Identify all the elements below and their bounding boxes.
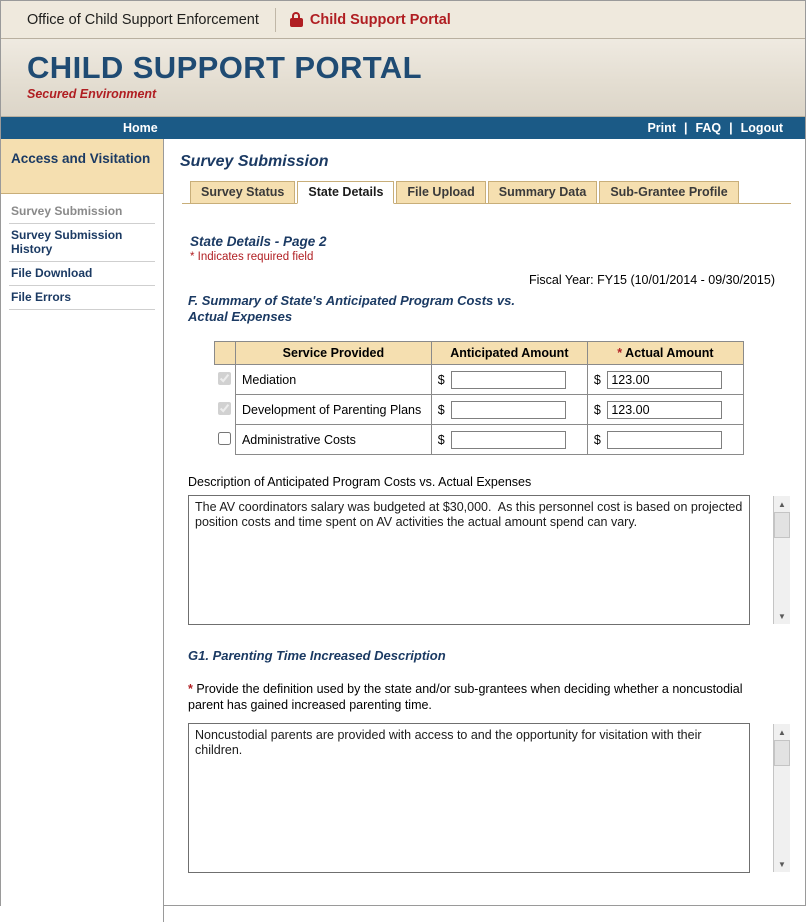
table-row [215, 425, 744, 455]
scroll-up-arrow-icon[interactable]: ▲ [774, 496, 790, 512]
anticipated-cell-administrative-costs [431, 425, 587, 455]
actual-input-mediation[interactable] [607, 371, 722, 389]
currency-symbol: $ [593, 402, 601, 417]
g1-textarea[interactable] [188, 723, 750, 873]
header-service-provided: Service Provided [235, 342, 431, 365]
tab-summary-data[interactable]: Summary Data [488, 181, 598, 203]
banner-title: CHILD SUPPORT PORTAL [27, 50, 422, 85]
currency-symbol: $ [593, 372, 601, 387]
nav-print-link[interactable]: Print [647, 121, 676, 135]
sidebar-links [1, 194, 163, 310]
g1-textarea-scrollbar[interactable] [773, 724, 790, 872]
checkbox-parenting-plans[interactable] [218, 402, 231, 415]
actual-cell-mediation [587, 365, 743, 395]
scroll-thumb[interactable] [774, 512, 790, 538]
service-label-parenting-plans: Development of Parenting Plans [235, 395, 431, 425]
actual-cell-parenting-plans [587, 395, 743, 425]
checkbox-administrative-costs[interactable] [218, 432, 231, 445]
divider [275, 8, 276, 32]
row-checkbox-cell [215, 395, 236, 425]
table-row [215, 365, 744, 395]
required-star: * [188, 682, 193, 696]
anticipated-cell-mediation [431, 365, 587, 395]
anticipated-input-administrative-costs[interactable] [451, 431, 566, 449]
header-actual-amount [587, 342, 743, 365]
nav-faq-link[interactable]: FAQ [695, 121, 722, 135]
nav-home-link[interactable]: Home [123, 121, 158, 135]
table-row [215, 395, 744, 425]
tab-sub-grantee-profile[interactable]: Sub-Grantee Profile [599, 181, 738, 203]
scroll-down-arrow-icon[interactable]: ▼ [774, 856, 790, 872]
tab-file-upload[interactable]: File Upload [396, 181, 485, 203]
fiscal-year-label: Fiscal Year: FY15 (10/01/2014 - 09/30/2015) [529, 273, 775, 287]
currency-symbol: $ [437, 402, 445, 417]
anticipated-input-mediation[interactable] [451, 371, 566, 389]
sidebar-header-label: Access and Visitation [11, 151, 151, 166]
currency-symbol: $ [437, 372, 445, 387]
service-label-mediation: Mediation [235, 365, 431, 395]
header-anticipated-amount: Anticipated Amount [431, 342, 587, 365]
nav-divider-2: | [729, 121, 733, 135]
anticipated-cell-parenting-plans [431, 395, 587, 425]
table-header-row [215, 342, 744, 365]
scroll-thumb[interactable] [774, 740, 790, 766]
row-checkbox-cell [215, 425, 236, 455]
costs-table [214, 341, 744, 455]
banner-subtitle: Secured Environment [27, 87, 157, 101]
required-field-note: * Indicates required field [190, 251, 314, 263]
service-label-administrative-costs: Administrative Costs [235, 425, 431, 455]
g1-prompt [188, 681, 753, 713]
scroll-up-arrow-icon[interactable]: ▲ [774, 724, 790, 740]
tab-bar [182, 181, 791, 204]
main-content [164, 139, 805, 922]
currency-symbol: $ [593, 432, 601, 447]
description-textarea[interactable] [188, 495, 750, 625]
textarea-scrollbar[interactable] [773, 496, 790, 624]
agency-bar [1, 1, 805, 39]
agency-name: Office of Child Support Enforcement [27, 11, 259, 28]
section-f-heading: F. Summary of State's Anticipated Program Costs vs. Actual Expenses [188, 293, 515, 324]
sidebar-item-file-errors[interactable]: File Errors [9, 286, 155, 310]
header-select-column [215, 342, 236, 365]
nav-logout-link[interactable]: Logout [740, 121, 783, 135]
page-title: Survey Submission [180, 153, 329, 170]
g1-heading: G1. Parenting Time Increased Description [188, 648, 446, 663]
tab-state-details[interactable]: State Details [297, 181, 394, 204]
sidebar-header [1, 139, 163, 194]
actual-input-parenting-plans[interactable] [607, 401, 722, 419]
main-navbar [1, 117, 805, 139]
nav-divider-1: | [683, 121, 688, 135]
sidebar-item-survey-submission-history[interactable]: Survey Submission History [9, 224, 155, 262]
section-heading: State Details - Page 2 [190, 234, 327, 249]
row-checkbox-cell [215, 365, 236, 395]
currency-symbol: $ [437, 432, 445, 447]
actual-input-administrative-costs[interactable] [607, 431, 722, 449]
page-body [1, 139, 805, 922]
scroll-down-arrow-icon[interactable]: ▼ [774, 608, 790, 624]
tab-survey-status[interactable]: Survey Status [190, 181, 295, 203]
sidebar-item-file-download[interactable]: File Download [9, 262, 155, 286]
site-banner [1, 39, 805, 117]
sidebar [1, 139, 164, 922]
actual-cell-administrative-costs [587, 425, 743, 455]
sidebar-item-survey-submission[interactable]: Survey Submission [9, 200, 155, 224]
required-star: * [617, 346, 623, 360]
portal-link[interactable]: Child Support Portal [309, 11, 451, 28]
header-actual-amount-label: Actual Amount [625, 346, 714, 360]
description-textarea-wrap [188, 495, 791, 628]
checkbox-mediation[interactable] [218, 372, 231, 385]
g1-prompt-text: Provide the definition used by the state and/or sub-grantees when deciding whether a noncustodial parent has gained increased parenting time. [188, 682, 743, 712]
description-label: Description of Anticipated Program Costs vs. Actual Expenses [188, 475, 532, 489]
nav-right-group [639, 121, 791, 135]
lock-icon [290, 12, 303, 27]
g1-textarea-wrap [188, 723, 791, 876]
anticipated-input-parenting-plans[interactable] [451, 401, 566, 419]
